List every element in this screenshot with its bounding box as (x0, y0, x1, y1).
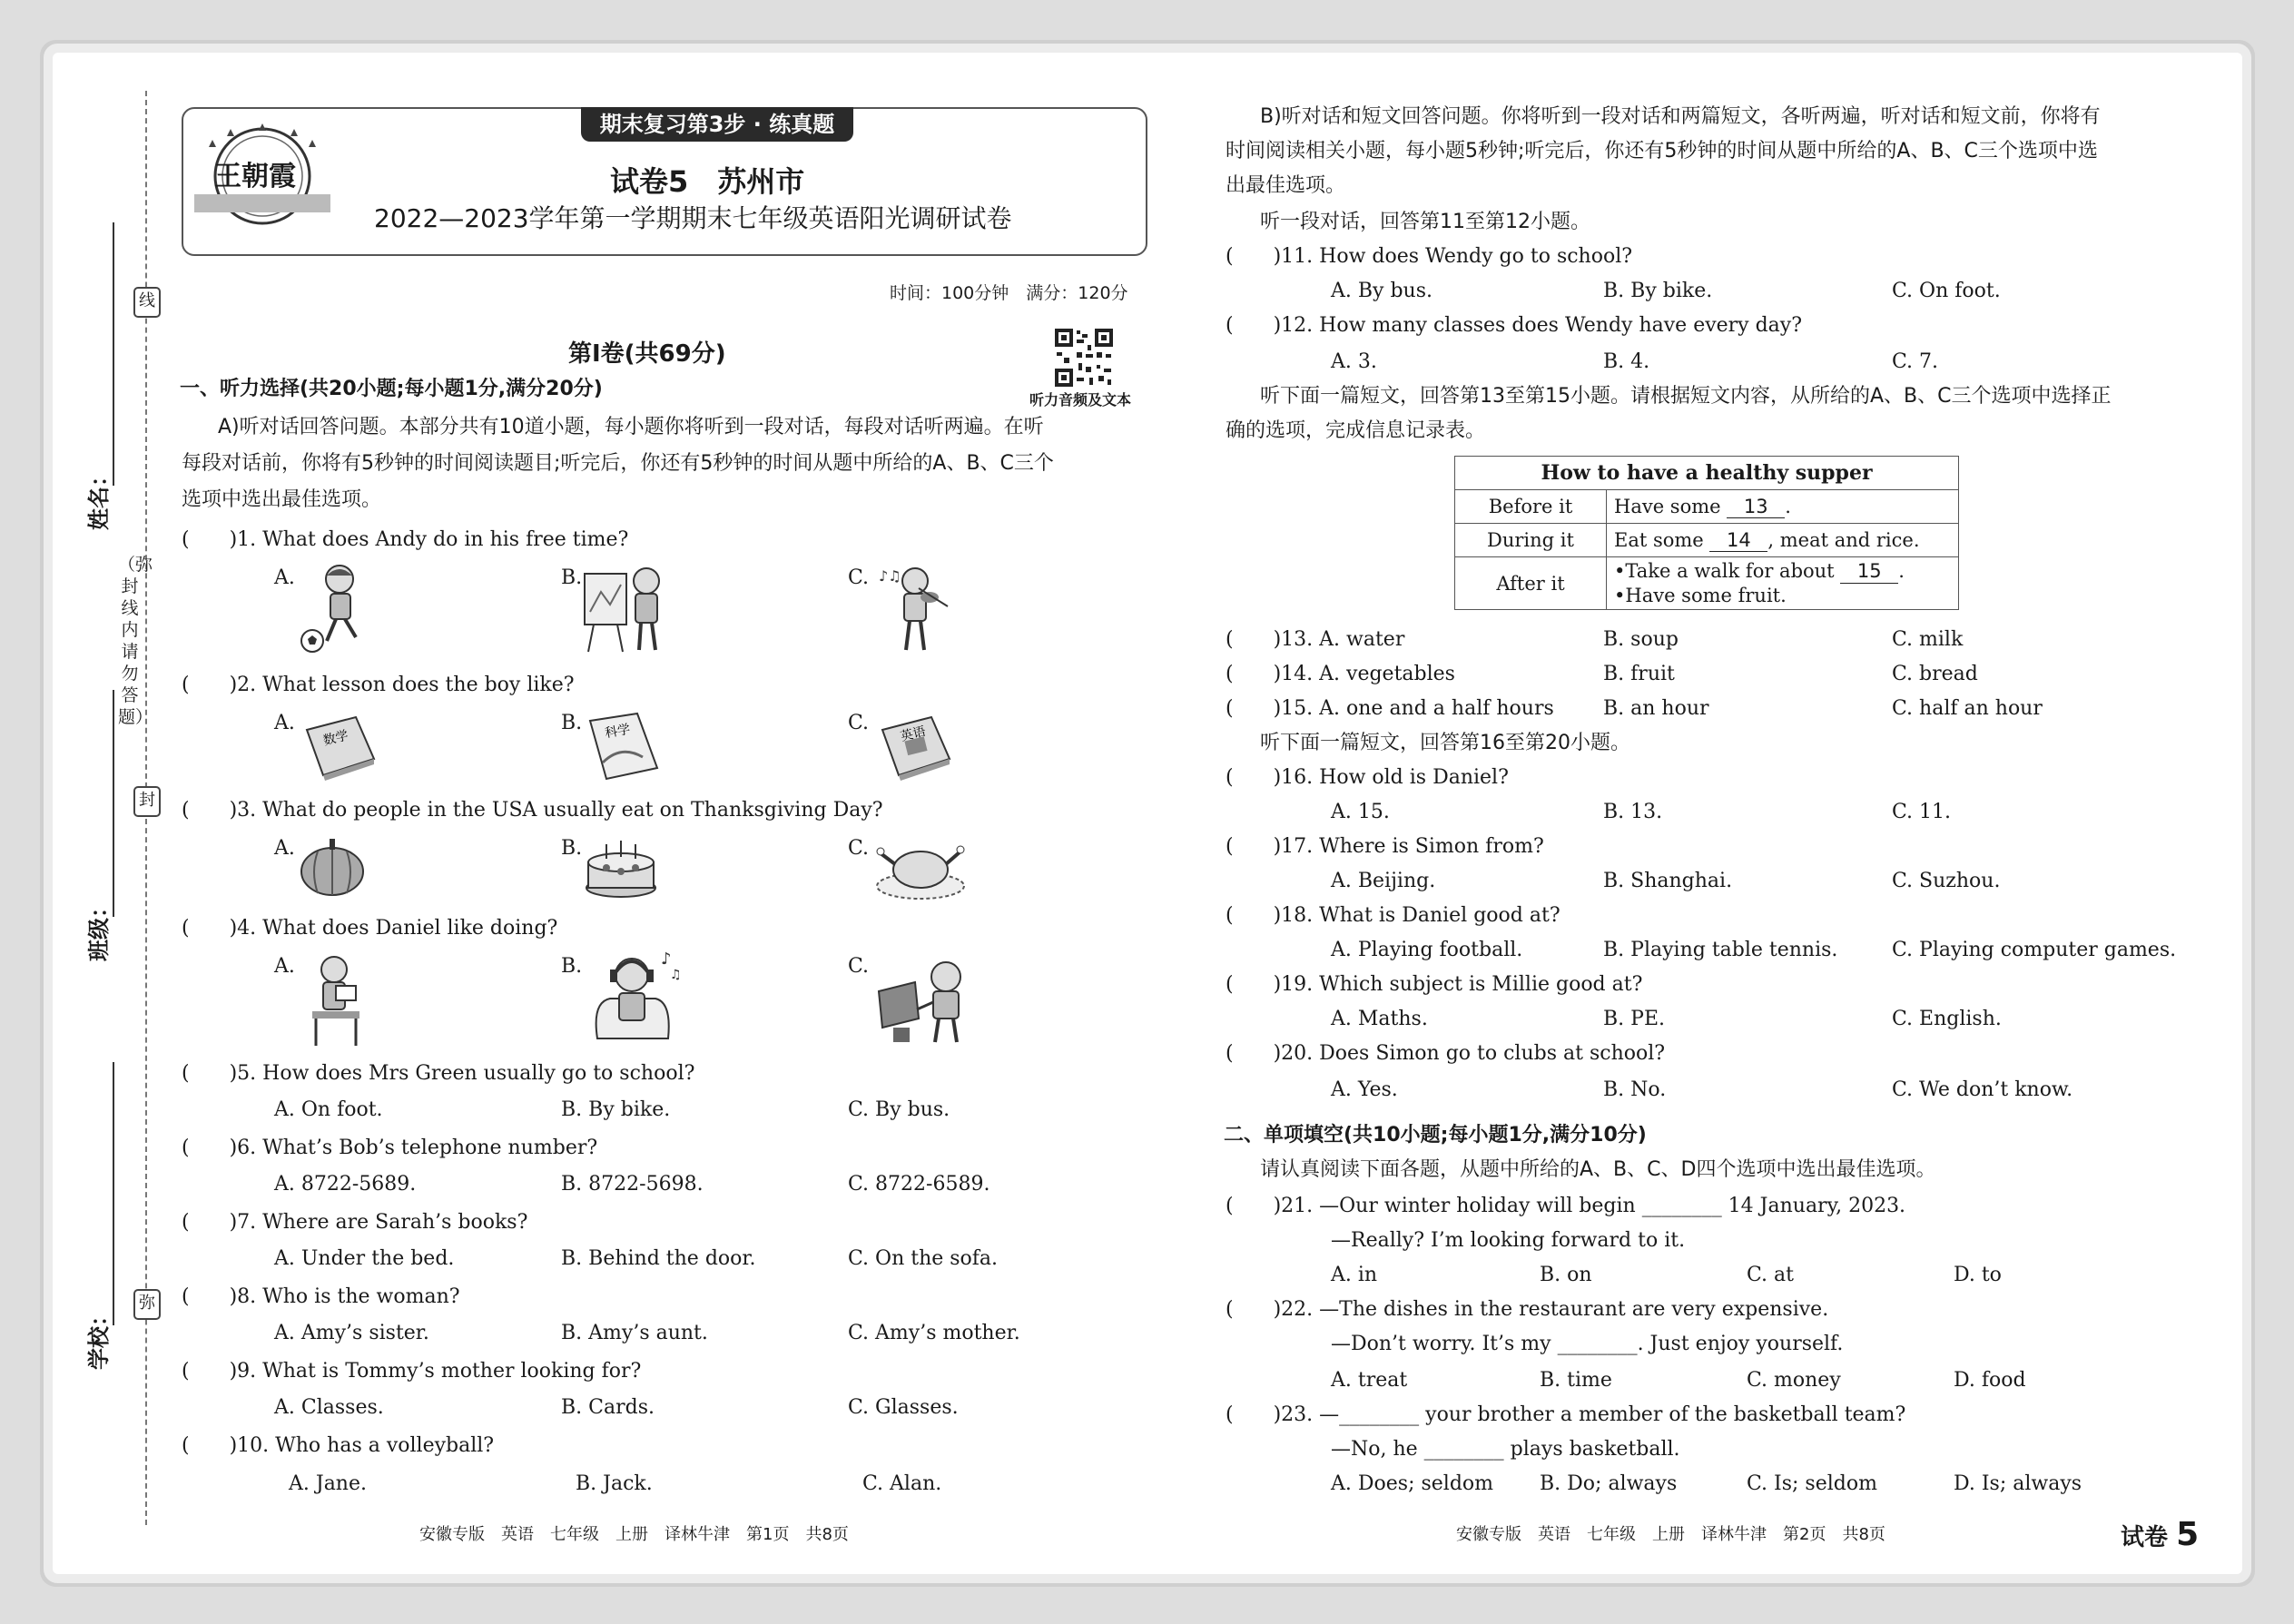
q7-option-a[interactable]: A. Under the bed. (274, 1247, 455, 1270)
q2-label-b: B. (561, 712, 583, 734)
section2-title: 二、单项填空(共10小题;每小题1分,满分10分) (1224, 1124, 1647, 1147)
q21-option-b[interactable]: B. on (1540, 1264, 1592, 1286)
q3-label-a: A. (274, 837, 295, 860)
question-14: ( )14. A. vegetables (1226, 663, 1455, 685)
q16-option-c[interactable]: C. 11. (1892, 801, 1952, 823)
q22-option-c[interactable]: C. money (1747, 1369, 1841, 1392)
boy-listening-music-icon[interactable] (585, 948, 684, 1048)
class-field[interactable] (113, 690, 114, 917)
q2-label-c: C. (848, 712, 870, 734)
question-11: ( )11. How does Wendy go to school? (1226, 245, 1633, 268)
q10-option-a[interactable]: A. Jane. (289, 1472, 367, 1495)
question-21: ( )21. —Our winter holiday will begin ________ 14 January, 2023. (1226, 1195, 1906, 1217)
question-7: ( )7. Where are Sarah’s books? (182, 1211, 528, 1234)
q22-option-d[interactable]: D. food (1954, 1369, 2026, 1392)
q6-option-c[interactable]: C. 8722-6589. (848, 1173, 990, 1196)
q12-option-a[interactable]: A. 3. (1331, 350, 1377, 373)
table-title: How to have a healthy supper (1455, 457, 1959, 490)
q14-option-b[interactable]: B. fruit (1603, 663, 1675, 685)
q8-option-b[interactable]: B. Amy’s aunt. (561, 1322, 708, 1344)
seal-char-mi: 弥 (133, 1289, 161, 1320)
qr-code-icon[interactable] (1053, 327, 1115, 389)
q12-option-b[interactable]: B. 4. (1603, 350, 1650, 373)
q23-option-a[interactable]: A. Does; seldom (1331, 1472, 1494, 1495)
sectionA-intro-3: 选项中选出最佳选项。 (182, 488, 382, 511)
svg-text:♪: ♪ (661, 950, 672, 969)
supper-info-table (1454, 456, 1959, 610)
table-value (1607, 490, 1959, 524)
q21-option-c[interactable]: C. at (1747, 1264, 1794, 1286)
table-row (1455, 557, 1959, 610)
question-22: ( )22. —The dishes in the restaurant are very expensive. (1226, 1298, 1829, 1321)
badge-label: 试卷 (2121, 1524, 2169, 1551)
q6-option-a[interactable]: A. 8722-5689. (274, 1173, 417, 1196)
q16-option-a[interactable]: A. 15. (1331, 801, 1390, 823)
q20-option-c[interactable]: C. We don’t know. (1892, 1078, 2073, 1101)
q13-option-b[interactable]: B. soup (1603, 628, 1679, 651)
exam-title: 试卷5 苏州市 (610, 164, 805, 199)
q15-option-b[interactable]: B. an hour (1603, 697, 1709, 720)
question-9: ( )9. What is Tommy’s mother looking for? (182, 1360, 642, 1383)
passage1-intro-1: 听下面一篇短文，回答第13至第15小题。请根据短文内容，从所给的A、B、C三个选项中选择正 (1260, 385, 2112, 408)
q14-option-c[interactable]: C. bread (1892, 663, 1978, 685)
question-10: ( )10. Who has a volleyball? (182, 1434, 495, 1457)
q3-label-c: C. (848, 837, 870, 860)
q20-option-a[interactable]: A. Yes. (1331, 1078, 1398, 1101)
table-row (1455, 490, 1959, 524)
dialog-intro: 听一段对话，回答第11至第12小题。 (1260, 211, 1590, 233)
page2-footer: 安徽专版 英语 七年级 上册 译林牛津 第2页 共8页 (1456, 1525, 1885, 1544)
q4-label-c: C. (848, 955, 870, 978)
question-15: ( )15. A. one and a half hours (1226, 697, 1554, 720)
table-text: •Take a walk for about (1614, 560, 1841, 582)
question-6: ( )6. What’s Bob’s telephone number? (182, 1137, 598, 1159)
sectionB-intro-2: 时间阅读相关小题，每小题5秒钟;听完后，你还有5秒钟的时间从题中所给的A、B、C三个选项中选 (1226, 140, 2098, 162)
question-4: ( )4. What does Daniel like doing? (182, 917, 558, 940)
q9-option-b[interactable]: B. Cards. (561, 1396, 655, 1419)
q12-option-c[interactable]: C. 7. (1892, 350, 1939, 373)
q21-reply: —Really? I’m looking forward to it. (1331, 1229, 1686, 1252)
boy-playing-football-icon[interactable] (296, 561, 378, 655)
sectionA-intro-2: 每段对话前，你将有5秒钟的时间阅读题目;听完后，你还有5秒钟的时间从题中所给的A、B、C三个 (182, 452, 1054, 475)
q19-option-a[interactable]: A. Maths. (1331, 1008, 1428, 1030)
q3-label-b: B. (561, 837, 583, 860)
sectionB-intro-1: B)听对话和短文回答问题。你将听到一段对话和两篇短文，各听两遍，听对话和短文前，你将有 (1260, 105, 2101, 128)
q17-option-c[interactable]: C. Suzhou. (1892, 870, 2001, 892)
q22-option-a[interactable]: A. treat (1331, 1369, 1408, 1392)
exam-number-badge (2121, 1516, 2199, 1553)
q21-option-d[interactable]: D. to (1954, 1264, 2002, 1286)
time-score: 时间：100分钟 满分：120分 (890, 283, 1128, 303)
question-3: ( )3. What do people in the USA usually eat on Thanksgiving Day? (182, 799, 883, 822)
blank-13[interactable]: 13 (1727, 496, 1785, 518)
table-text: •Have some fruit. (1614, 585, 1787, 606)
school-label (86, 1343, 112, 1370)
q9-option-c[interactable]: C. Glasses. (848, 1396, 959, 1419)
english-book-icon[interactable] (873, 712, 955, 781)
no-answer-note: （弥封线内请勿答题） (118, 555, 153, 727)
svg-text:♫: ♫ (670, 968, 682, 982)
q1-label-b: B. (561, 566, 583, 589)
q11-option-a[interactable]: A. By bus. (1331, 280, 1433, 302)
q22-reply: —Don’t worry. It’s my ________. Just enjoy yourself. (1331, 1333, 1844, 1355)
question-13: ( )13. A. water (1226, 628, 1405, 651)
question-2: ( )2. What lesson does the boy like? (182, 674, 575, 696)
q18-option-c[interactable]: C. Playing computer games. (1892, 939, 2177, 961)
table-text: Eat some (1614, 528, 1710, 551)
q8-option-a[interactable]: A. Amy’s sister. (274, 1322, 429, 1344)
svg-text:♪♫: ♪♫ (879, 567, 901, 585)
boy-painting-icon[interactable] (581, 561, 672, 655)
table-text: , meat and rice. (1767, 528, 1920, 551)
maths-book-title: 数学 (321, 728, 350, 749)
table-key: After it (1455, 557, 1607, 610)
q10-option-c[interactable]: C. Alan. (862, 1472, 942, 1495)
blank-14[interactable]: 14 (1709, 529, 1767, 552)
q11-option-b[interactable]: B. By bike. (1603, 280, 1713, 302)
q4-label-a: A. (274, 955, 295, 978)
boy-using-computer-icon[interactable] (875, 955, 975, 1046)
q5-option-c[interactable]: C. By bus. (848, 1098, 950, 1121)
question-19: ( )19. Which subject is Millie good at? (1226, 973, 1643, 996)
q13-option-c[interactable]: C. milk (1892, 628, 1964, 651)
table-text: . (1785, 495, 1791, 517)
maths-book-icon[interactable] (298, 712, 379, 781)
q5-option-a[interactable]: A. On foot. (274, 1098, 383, 1121)
section1-title: 一、听力选择(共20小题;每小题1分,满分20分) (180, 378, 603, 400)
table-key: During it (1455, 524, 1607, 557)
q15-option-c[interactable]: C. half an hour (1892, 697, 2043, 720)
qr-caption: 听力音频及文本 (1029, 391, 1132, 408)
q23-reply: —No, he ________ plays basketball. (1331, 1438, 1680, 1461)
question-5: ( )5. How does Mrs Green usually go to school? (182, 1062, 695, 1085)
exam-subtitle: 2022—2023学年第一学期期末七年级英语阳光调研试卷 (374, 203, 1012, 233)
q19-option-c[interactable]: C. English. (1892, 1008, 2002, 1030)
sectionB-intro-3: 出最佳选项。 (1226, 174, 1346, 197)
q5-option-b[interactable]: B. By bike. (561, 1098, 671, 1121)
q8-option-c[interactable]: C. Amy’s mother. (848, 1322, 1020, 1344)
q1-label-c: C. (848, 566, 870, 589)
name-label (86, 503, 112, 530)
q7-option-b[interactable]: B. Behind the door. (561, 1247, 756, 1270)
table-text: Have some (1614, 495, 1728, 517)
q20-option-b[interactable]: B. No. (1603, 1078, 1667, 1101)
name-field[interactable] (113, 222, 114, 486)
science-book-icon[interactable] (585, 712, 663, 784)
q18-option-b[interactable]: B. Playing table tennis. (1603, 939, 1838, 961)
q9-option-a[interactable]: A. Classes. (274, 1396, 384, 1419)
seal-char-feng: 封 (133, 786, 161, 817)
q22-option-b[interactable]: B. time (1540, 1369, 1612, 1392)
q16-option-b[interactable]: B. 13. (1603, 801, 1663, 823)
blank-15[interactable]: 15 (1840, 559, 1898, 584)
boy-reading-icon[interactable] (300, 951, 372, 1049)
page1-footer: 安徽专版 英语 七年级 上册 译林牛津 第1页 共8页 (419, 1525, 849, 1544)
logo-text: 王朝霞 (214, 161, 296, 192)
question-23: ( )23. —________ your brother a member of the basketball team? (1226, 1403, 1906, 1426)
part1-title: 第Ⅰ卷(共69分) (568, 340, 726, 368)
question-20: ( )20. Does Simon go to clubs at school? (1226, 1042, 1666, 1065)
passage2-intro: 听下面一篇短文，回答第16至第20小题。 (1260, 732, 1630, 754)
science-book-title: 科学 (604, 722, 632, 742)
q1-label-a: A. (274, 566, 295, 589)
q19-option-b[interactable]: B. PE. (1603, 1008, 1666, 1030)
section2-intro: 请认真阅读下面各题，从题中所给的A、B、C、D四个选项中选出最佳选项。 (1260, 1158, 1936, 1181)
header-tab: 期末复习第3步 · 练真题 (581, 107, 853, 142)
english-book-title: 英语 (899, 723, 928, 745)
q23-option-b[interactable]: B. Do; always (1540, 1472, 1678, 1495)
badge-number: 5 (2176, 1516, 2200, 1553)
q17-option-a[interactable]: A. Beijing. (1331, 870, 1436, 892)
q10-option-b[interactable]: B. Jack. (576, 1472, 653, 1495)
cake-icon[interactable] (583, 832, 659, 901)
q4-label-b: B. (561, 955, 583, 978)
pumpkin-icon[interactable] (298, 833, 367, 899)
question-17: ( )17. Where is Simon from? (1226, 835, 1544, 858)
q18-option-a[interactable]: A. Playing football. (1331, 939, 1523, 961)
question-18: ( )18. What is Daniel good at? (1226, 904, 1561, 927)
q23-option-c[interactable]: C. Is; seldom (1747, 1472, 1877, 1495)
q7-option-c[interactable]: C. On the sofa. (848, 1247, 999, 1270)
table-value (1607, 524, 1959, 557)
question-16: ( )16. How old is Daniel? (1226, 766, 1509, 789)
passage1-intro-2: 确的选项，完成信息记录表。 (1226, 419, 1486, 442)
table-text: . (1898, 560, 1905, 582)
class-label (86, 934, 112, 961)
school-field[interactable] (113, 1062, 114, 1325)
turkey-icon[interactable] (873, 832, 968, 904)
seal-char-xian: 线 (133, 287, 161, 318)
q21-option-a[interactable]: A. in (1331, 1264, 1378, 1286)
table-row (1455, 524, 1959, 557)
q17-option-b[interactable]: B. Shanghai. (1603, 870, 1733, 892)
boy-playing-violin-icon[interactable] (873, 561, 955, 655)
question-8: ( )8. Who is the woman? (182, 1285, 460, 1308)
q2-label-a: A. (274, 712, 295, 734)
q11-option-c[interactable]: C. On foot. (1892, 280, 2001, 302)
table-value (1607, 557, 1959, 610)
q23-option-d[interactable]: D. Is; always (1954, 1472, 2082, 1495)
question-12: ( )12. How many classes does Wendy have every day? (1226, 314, 1803, 337)
sectionA-intro-1: A)听对话回答问题。本部分共有10道小题，每小题你将听到一段对话，每段对话听两遍。在听 (218, 416, 1044, 438)
table-key: Before it (1455, 490, 1607, 524)
q6-option-b[interactable]: B. 8722-5698. (561, 1173, 704, 1196)
question-1: ( )1. What does Andy do in his free time? (182, 528, 629, 551)
